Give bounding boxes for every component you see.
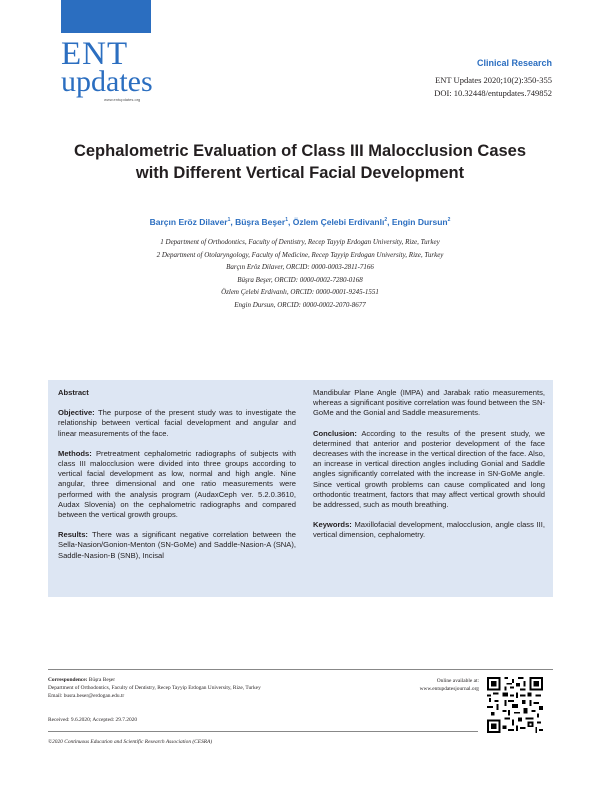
results-text: There was a significant negative correlation between the Sella-Nasion/Gonion-Menton (SN-GoMe) and Saddle-Nasion-A (SNA), Saddle-Nasion-B (SNB), Incisal: [58, 530, 296, 560]
author-affil-sup: 2: [447, 217, 451, 224]
correspondence-block: [48, 676, 261, 700]
abstract-objective: [58, 408, 296, 439]
keywords-text: Maxillofacial development, malocclusion, angle class III, vertical dimension, cephalometry.: [313, 520, 545, 540]
logo-url: www.entupdates.org: [104, 97, 141, 102]
methods-text: Pretreatment cephalometric radiographs of subjects with class III malocclusion were divided into three groups according to vertical facial development as low, normal and high angle. Nine angular, three dimensional and one ratio measurements were performed with the analysis program (AudaxCeph ver. 5.2.0.3610, Audax Slovenia) on the cephalometric radiographs and compared between the vertical growth groups.: [58, 448, 296, 520]
affiliation-line: 2 Department of Otolaryngology, Faculty of Medicine, Recep Tayyip Erdogan University, Rize, Turkey: [156, 250, 444, 259]
doi: DOI: 10.32448/entupdates.749852: [434, 88, 552, 98]
methods-label: Methods:: [58, 448, 92, 458]
author-affil-sup: 1: [285, 217, 288, 224]
qr-code-icon: [487, 677, 543, 733]
correspondence-email: Email: busra.beser@erdogan.edu.tr: [48, 693, 125, 699]
footer-divider: [48, 669, 553, 670]
logo-line1: ENT: [61, 36, 129, 72]
abstract-keywords: [313, 520, 545, 540]
abstract-left-column: [58, 388, 296, 571]
objective-text: The purpose of the present study was to investigate the relationship between vertical facial development and angular and linear measurements of the face.: [58, 408, 296, 438]
results-label: Results:: [58, 530, 88, 540]
abstract-results-continued: Mandibular Plane Angle (IMPA) and Jarabak ratio measurements, whereas a significant positive correlation was found between the SN-GoMe and the Gonial and Saddle measurements.: [313, 388, 545, 418]
abstract-heading: Abstract: [58, 388, 89, 397]
orcid-line: Büşra Beşer, ORCID: 0000-0002-7280-0168: [237, 275, 363, 284]
copyright-divider: [48, 731, 478, 732]
orcid-line: Özlem Çelebi Erdivanlı, ORCID: 0000-0001-9245-1551: [221, 288, 379, 296]
author-separator: ,: [387, 217, 392, 227]
abstract-methods: [58, 449, 296, 520]
accepted-date: Accepted: 29.7.2020: [92, 717, 138, 723]
objective-label: Objective:: [58, 408, 95, 418]
conclusion-label: Conclusion:: [313, 428, 357, 438]
author-affil-sup: 2: [384, 217, 388, 224]
online-url[interactable]: www.entupdatesjournal.org: [419, 686, 479, 692]
author-list: [40, 217, 560, 227]
author-name: Barçın Eröz Dilaver: [149, 217, 228, 227]
author-name: Özlem Çelebi Erdivanlı: [292, 217, 385, 227]
author-affil-sup: 1: [227, 217, 231, 224]
online-label: Online available at:: [436, 678, 479, 684]
abstract-right-column: [313, 388, 545, 551]
author-name: Büşra Beşer: [235, 217, 286, 227]
journal-logo: [61, 38, 153, 97]
online-availability: [395, 677, 479, 693]
author-name: Engin Dursun: [391, 217, 448, 227]
title-line1: Cephalometric Evaluation of Class III Malocclusion Cases: [73, 142, 527, 160]
keywords-label: Keywords:: [313, 520, 352, 530]
article-category: Clinical Research: [476, 58, 552, 68]
journal-color-bar: [61, 0, 151, 33]
orcid-line: Engin Dursun, ORCID: 0000-0002-2070-8677: [234, 300, 366, 309]
correspondence-label: Correspondence:: [48, 677, 88, 683]
logo-line2: updates: [61, 65, 153, 98]
received-date: Received: 9.6.2020;: [48, 717, 92, 723]
affiliation-line: 1 Department of Orthodontics, Faculty of Dentistry, Recep Tayyip Erdogan University, Rize, Turkey: [160, 238, 440, 246]
copyright: ©2020 Continuous Education and Scientific Research Association (CESRA): [48, 739, 213, 745]
correspondence-name: Büşra Beşer: [88, 677, 115, 683]
author-separator: ,: [230, 217, 236, 227]
citation: ENT Updates 2020;10(2):350-355: [435, 75, 552, 85]
article-title: [40, 140, 560, 184]
abstract-results: [58, 530, 296, 561]
author-separator: ,: [287, 217, 293, 227]
conclusion-text: According to the results of the present study, we determined that anterior and posterior development of the face decreases with the increase in the vertical direction of the face. Also, an increase in vertical direction angles including Gonial and Saddle angles significantly correlated with the increase in SN-GoMe angle. Since vertical growth problems can cause complicated and long orthodontic treatment, factors that may affect vertical growth should be addressed, such as mouth breathing.: [313, 428, 545, 510]
affiliations: [40, 236, 560, 311]
abstract-conclusion: [313, 429, 545, 511]
correspondence-line: [48, 676, 261, 684]
orcid-line: Barçın Eröz Dilaver, ORCID: 0000-0003-2811-7166: [226, 263, 374, 271]
citation-block: [434, 74, 552, 100]
title-line2: with Different Vertical Facial Development: [135, 164, 465, 182]
correspondence-address: Department of Orthodontics, Faculty of Dentistry, Recep Tayyip Erdogan University, Rize, Turkey: [48, 685, 261, 691]
article-dates: [48, 717, 137, 723]
